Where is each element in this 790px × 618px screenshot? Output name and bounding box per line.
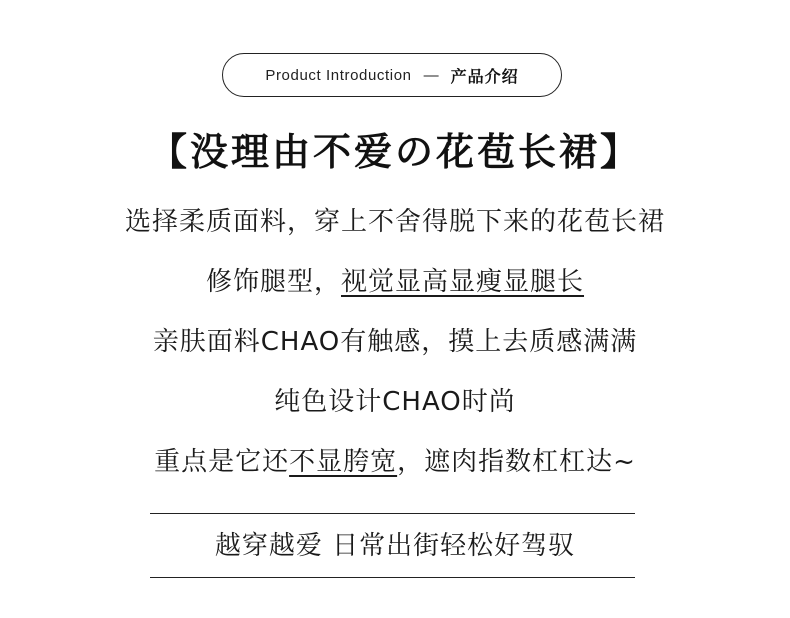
description-line-3 <box>0 324 790 360</box>
line-4-text: 纯色设计CHAO时尚 <box>274 387 516 417</box>
line-1-text: 选择柔质面料，穿上不舍得脱下来的花苞长裙 <box>124 207 665 237</box>
line-2-text: 修饰腿型， <box>205 267 341 297</box>
description-line-2 <box>0 264 790 300</box>
description-line-1 <box>0 204 790 240</box>
line-3-text: 亲肤面料CHAO有触感，摸上去质感满满 <box>152 327 638 357</box>
line-5-text-start: 重点是它还 <box>154 447 290 477</box>
line-5-underlined-text: 不显胯宽 <box>289 447 398 477</box>
header-separator: — <box>423 66 439 84</box>
divider-top <box>150 513 635 514</box>
description-line-5 <box>0 444 790 480</box>
header-chinese-label: 产品介绍 <box>450 66 519 86</box>
footer-slogan: 越穿越爱 日常出街轻松好驾驭 <box>214 531 576 561</box>
page-title: 【没理由不爱の花苞长裙】 <box>148 130 641 174</box>
description-line-4 <box>0 384 790 420</box>
line-2-underlined-text: 视觉显高显瘦显腿长 <box>341 267 585 297</box>
divider-bottom <box>150 577 635 578</box>
header-english-label: Product Introduction <box>265 66 412 84</box>
line-5-text-end: ，遮肉指数杠杠达~ <box>397 447 636 477</box>
section-header-pill <box>222 53 562 97</box>
